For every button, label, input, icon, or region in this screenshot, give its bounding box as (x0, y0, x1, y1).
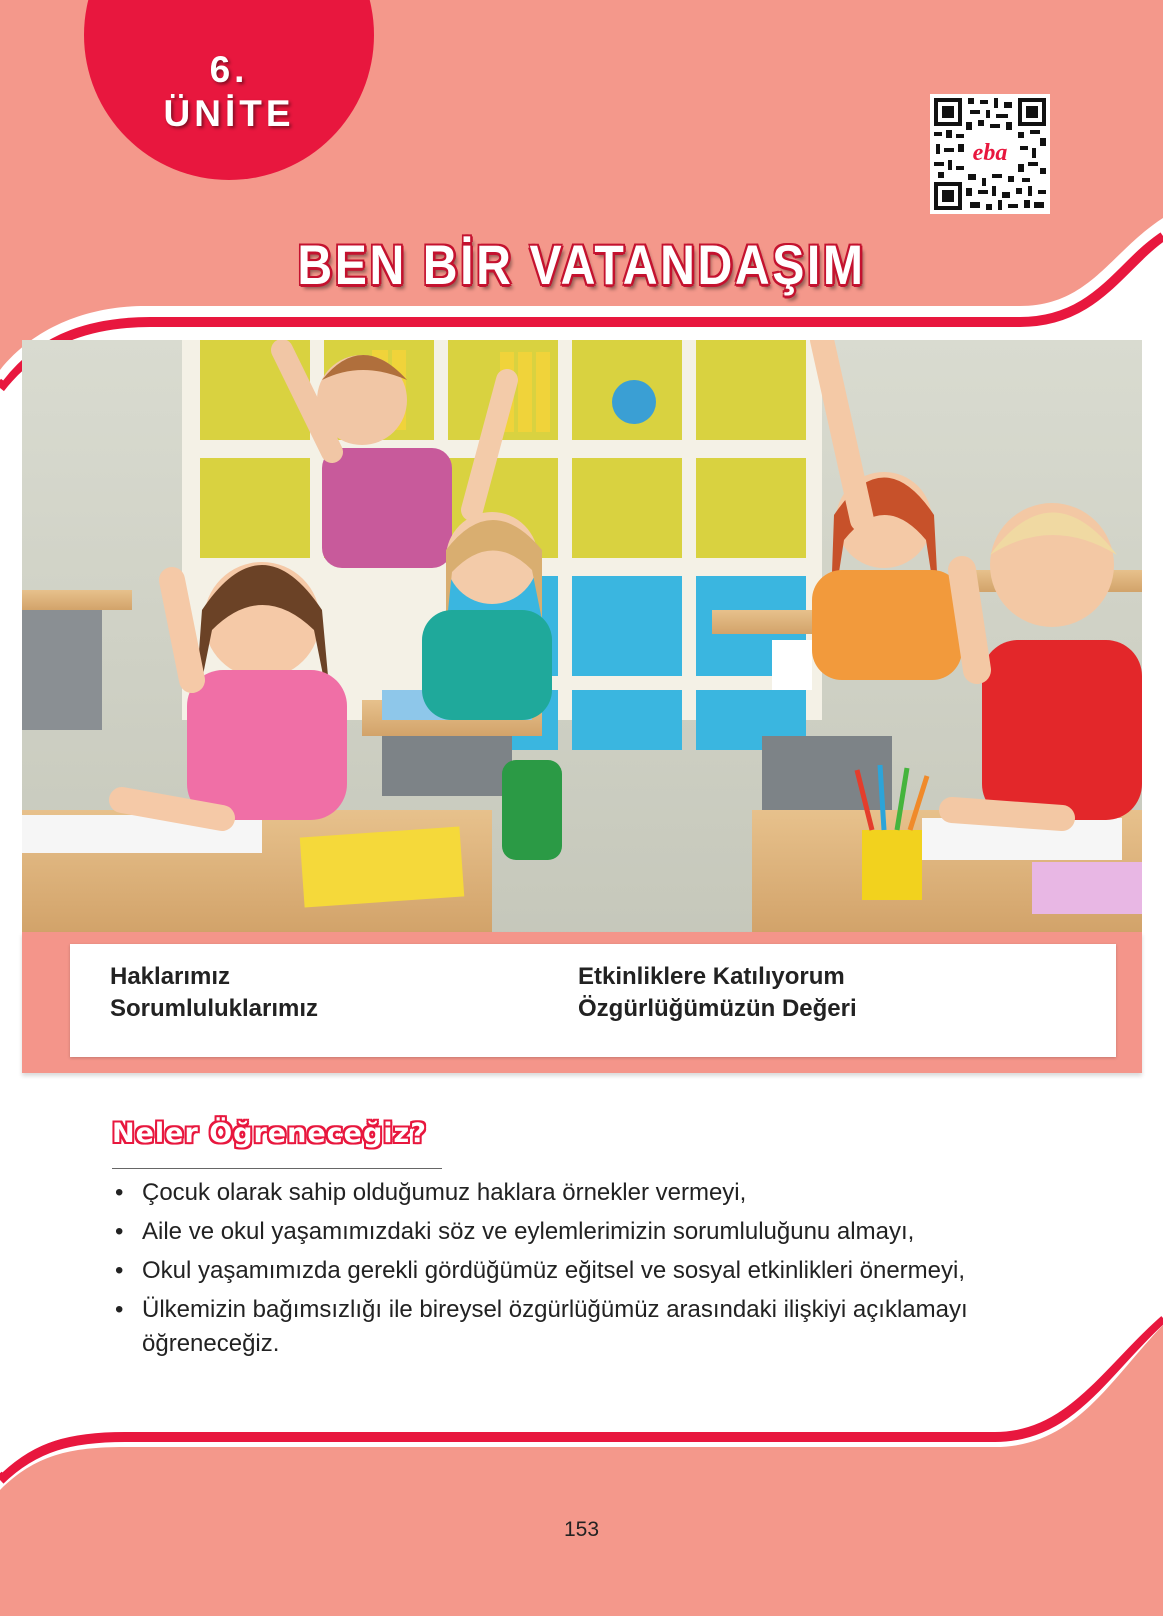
classroom-illustration (22, 340, 1142, 932)
topics-band (22, 932, 1142, 1073)
list-item: • Okul yaşamımızda gerekli gördüğümüz eğitsel ve sosyal etkinlikleri önermeyi, (112, 1254, 1052, 1288)
topics-box (70, 944, 1116, 1057)
eba-logo: eba (966, 140, 1014, 166)
objectives-list (112, 1176, 1052, 1366)
list-item: • Çocuk olarak sahip olduğumuz haklara örnekler vermeyi, (112, 1176, 1052, 1210)
list-item: • Aile ve okul yaşamımızdaki söz ve eylemlerimizin sorumluluğunu almayı, (112, 1215, 1052, 1249)
topic-item: Haklarımız (110, 963, 231, 990)
unit-number: 6. (209, 49, 249, 90)
topic-item: Etkinliklere Katılıyorum (578, 963, 845, 990)
list-item: • Ülkemizin bağımsızlığı ile bireysel özgürlüğümüz arasındaki ilişkiyi açıklamayı öğreneceğiz. (112, 1293, 1052, 1361)
learn-heading: Neler Öğreneceğiz? (112, 1118, 427, 1149)
topic-item: Özgürlüğümüzün Değeri (578, 995, 857, 1022)
unit-title: BEN BİR VATANDAŞIM (297, 233, 866, 296)
page-number: 153 (563, 1518, 600, 1541)
classroom-photo (22, 340, 1142, 932)
topic-item: Sorumluluklarımız (110, 995, 319, 1022)
qr-code[interactable] (930, 94, 1050, 214)
heading-divider (112, 1168, 442, 1169)
unit-label: ÜNİTE (163, 93, 295, 134)
